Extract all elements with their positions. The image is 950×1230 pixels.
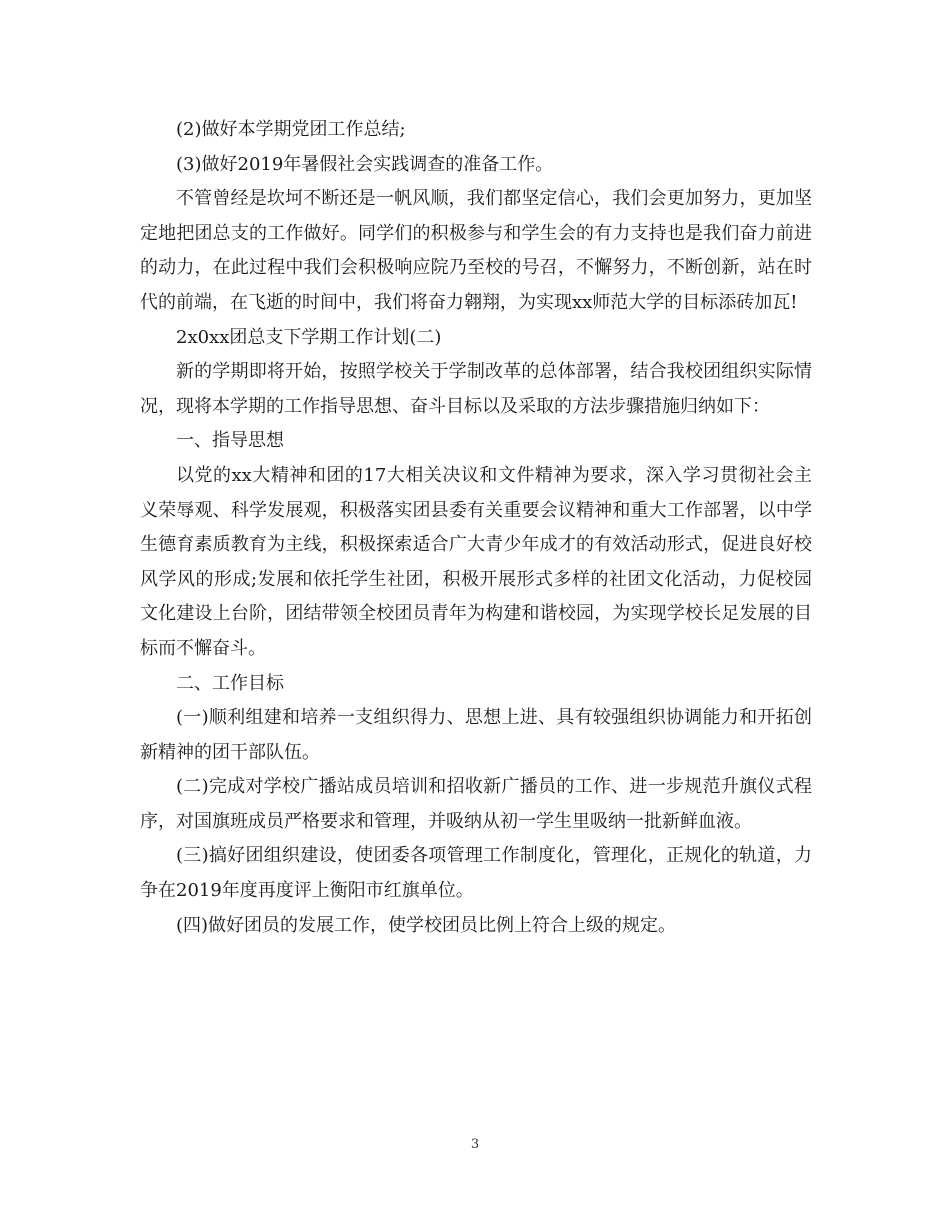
goal-item-2: (二)完成对学校广播站成员培训和招收新广播员的工作、进一步规范升旗仪式程序，对国旗班成员严格要求和管理，并吸纳从初一学生里吸纳一批新鲜血液。: [140, 776, 812, 832]
section-title-plan-2: 2x0xx团总支下学期工作计划(二): [176, 326, 442, 348]
paragraph-1: (2)做好本学期党团工作总结;: [176, 119, 406, 140]
goal-item-4: (四)做好团员的发展工作，使学校团员比例上符合上级的规定。: [176, 914, 677, 936]
page-number: 3: [470, 1137, 480, 1152]
goal-item-1: (一)顺利组建和培养一支组织得力、思想上进、具有较强组织协调能力和开拓创新精神的团干部队伍。: [140, 707, 812, 763]
heading-guiding-ideology: 一、指导思想: [176, 430, 284, 452]
goal-item-3: (三)搞好团组织建设，使团委各项管理工作制度化，管理化，正规化的轨道，力争在2019年度再度评上衡阳市红旗单位。: [140, 845, 812, 902]
document-body: [140, 113, 812, 943]
paragraph-intro: 新的学期即将开始，按照学校关于学制改革的总体部署，结合我校团组织实际情况，现将本学期的工作指导思想、奋斗目标以及采取的方法步骤措施归纳如下：: [140, 361, 812, 417]
paragraph-guiding-ideology: 以党的xx大精神和团的17大相关决议和文件精神为要求，深入学习贯彻社会主义荣辱观、科学发展观，积极落实团县委有关重要会议精神和重大工作部署，以中学生德育素质教育为主线，积极探索适合广大青少年成才的有效活动形式，促进良好校风学风的形成;发展和依托学生社团，积极开展形式多样的社团文化活动，力促校园文化建设上台阶，团结带领全校团员青年为构建和谐校园，为实现学校长足发展的目标而不懈奋斗。: [140, 464, 812, 659]
paragraph-2: (3)做好2019年暑假社会实践调查的准备工作。: [176, 153, 554, 175]
paragraph-3: 不管曾经是坎坷不断还是一帆风顺，我们都坚定信心，我们会更加努力，更加坚定地把团总支的工作做好。同学们的积极参与和学生会的有力支持也是我们奋力前进的动力，在此过程中我们会积极响应院乃至校的号召，不懈努力，不断创新，站在时代的前端，在飞逝的时间中，我们将奋力翱翔，为实现xx师范大学的目标添砖加瓦!: [140, 188, 812, 313]
heading-work-goals: 二、工作目标: [176, 672, 284, 694]
